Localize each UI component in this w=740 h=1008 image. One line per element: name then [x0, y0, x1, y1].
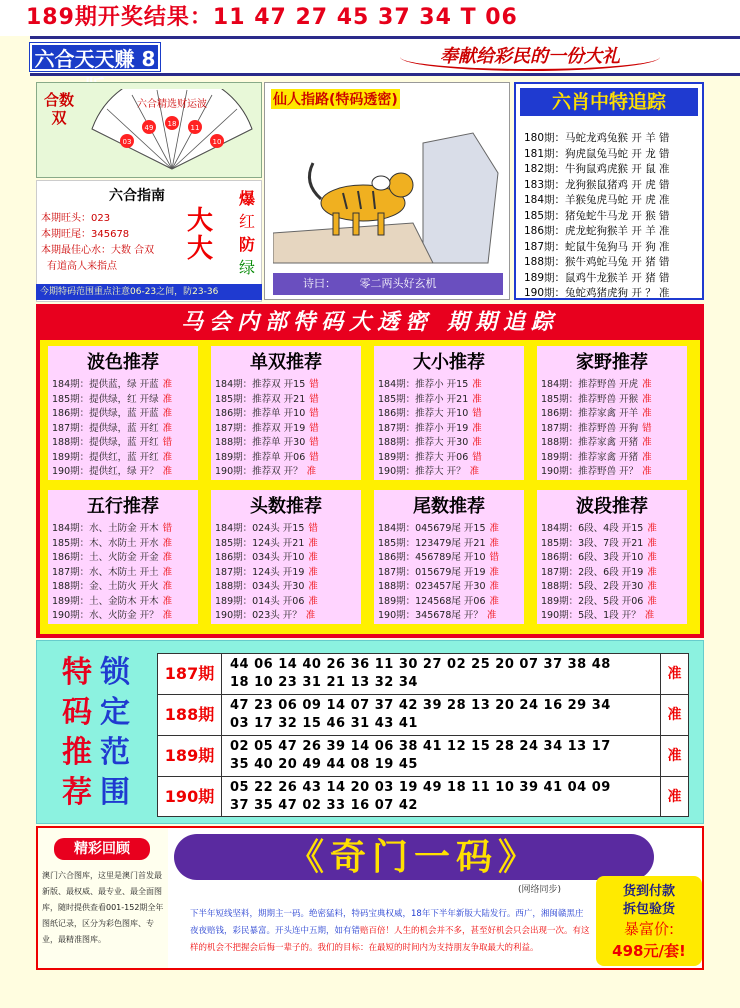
card-row: 187期：推荐小 开19 准: [378, 422, 482, 434]
card-row: 186期：6段、3段 开10 准: [541, 552, 657, 563]
card-row: 189期：土、金防木 开木 准: [52, 595, 173, 607]
issue-label: 187期: [158, 654, 222, 694]
brand-badge: 六合天天赚 8: [30, 43, 160, 71]
number-list: 47 23 06 09 14 07 37 42 39 28 13 20 24 16 29 34 03 17 32 15 46 31 43 41: [230, 698, 611, 731]
zhinan-side: [235, 187, 259, 279]
card-row: 189期：014头 开06 准: [215, 595, 318, 607]
xianren-panel: [264, 82, 510, 300]
number-row: [158, 695, 688, 736]
side-char: 防: [238, 235, 255, 254]
card-row: 188期：金、土防火 开火 准: [52, 581, 173, 592]
zhinan-line: 本期旺头：023: [41, 213, 111, 224]
offer-line: 暴富价:: [623, 920, 675, 938]
card-row: 189期：2段、5段 开06 准: [541, 595, 657, 607]
six-row: 181期：狗虎鼠兔马蛇 开 龙 错: [524, 147, 670, 160]
card-row: 188期：推荐家禽 开猪 准: [541, 437, 652, 448]
card-row: 190期：推荐野兽 开？ 准: [541, 466, 652, 477]
card-row: 190期：水、火防金 开？ 准: [52, 610, 173, 621]
special-code-block: [36, 304, 704, 638]
card-row: 185期：提供绿，红 开绿 准: [52, 393, 173, 405]
result-mark: 准: [660, 695, 688, 735]
recommend-card: [211, 490, 361, 624]
slogan: 奉献给彩民的一份大礼: [400, 43, 660, 71]
recommend-card: [211, 346, 361, 480]
card-row: 188期：提供绿，蓝 开红 错: [52, 437, 173, 448]
tm-right-col: 锁 定 范 围: [100, 655, 130, 810]
special-code-title: 马会内部特码大透密 期期追踪: [181, 309, 559, 335]
card-row: 186期：提供绿，蓝 开蓝 准: [52, 408, 173, 419]
card-row: 186期：土、火防金 开金 准: [52, 552, 173, 563]
number-row: [158, 736, 688, 777]
card-row: 187期：015679尾 开19 准: [378, 566, 500, 578]
offer-badge: [596, 876, 702, 966]
hedan-label: 合数双: [43, 91, 74, 127]
result-mark: 准: [660, 777, 688, 817]
card-title: 波色推荐: [87, 352, 159, 373]
zhinan-big: 大大: [187, 206, 214, 264]
card-row: 187期：2段、6段 开19 准: [541, 566, 657, 578]
number-list: 05 22 26 43 14 20 03 19 49 18 11 10 39 41 04 09 37 35 47 02 33 16 07 42: [230, 780, 611, 813]
card-row: 186期：456789尾 开10 错: [378, 552, 500, 563]
six-row: 185期：猪兔蛇牛马龙 开 猴 错: [524, 209, 670, 222]
side-char: 红: [238, 212, 255, 231]
card-row: 187期：提供绿，蓝 开红 准: [52, 422, 173, 434]
card-row: 188期：023457尾 开30 准: [378, 581, 500, 592]
fan-ball: 10: [212, 138, 222, 146]
card-row: 189期：推荐大 开06 错: [378, 451, 482, 463]
number-list: 44 06 14 40 26 36 11 30 27 02 25 20 07 37 38 48 18 10 23 31 21 13 32 34: [230, 657, 611, 690]
card-row: 185期：推荐野兽 开猴 准: [541, 393, 652, 405]
recommend-card: [374, 346, 524, 480]
promo-text: [190, 906, 590, 957]
card-row: 184期：提供蓝，绿 开蓝 准: [52, 379, 173, 390]
poem-label: 诗曰：: [303, 277, 336, 290]
six-row: 183期：龙狗猴鼠猪鸡 开 虎 错: [524, 178, 670, 191]
card-title: 波段推荐: [576, 496, 648, 517]
six-zodiac-panel: [514, 82, 704, 300]
qimen-banner: 《奇门一码》: [174, 834, 654, 880]
fan-icon: [87, 89, 257, 173]
card-row: 187期：水、木防土 开土 准: [52, 566, 173, 578]
review-text: 澳门六合图库，这里是澳门首发最新版、最权威、最专业、最全面图库，随时提供查看001-152期全年图纸记录，区分为彩色图库、专业，最精准图库。: [42, 871, 164, 944]
card-title: 单双推荐: [250, 352, 322, 373]
card-row: 186期：034头 开10 准: [215, 552, 318, 563]
card-row: 187期：推荐双 开19 错: [215, 422, 319, 434]
card-row: 188期：034头 开30 准: [215, 581, 318, 592]
network-sync: (网络同步): [518, 885, 562, 895]
fan-panel: [36, 82, 262, 178]
zhinan-line: 有道高人来指点: [47, 261, 117, 272]
issue-label: 188期: [158, 695, 222, 735]
six-row: 187期：蛇鼠牛兔狗马 开 狗 准: [524, 240, 670, 253]
card-title: 尾数推荐: [413, 496, 485, 517]
promo-p1: 下半年短线坚料，期期主一码。绝密猛料，特码宝典权威，18年下半年新版大陆发行。西广，湘闽赣黑庄夜夜赔钱，彩民暴富。开头连中五期，如有错: [190, 909, 584, 936]
card-row: 190期：345678尾 开？ 准: [378, 610, 497, 621]
zhinan-line: 本期旺尾：345678: [41, 229, 130, 240]
card-row: 184期：水、土防金 开木 错: [52, 523, 173, 534]
card-row: 184期：6段、4段 开15 准: [541, 523, 657, 534]
card-row: 186期：推荐家禽 开羊 准: [541, 408, 652, 419]
fan-title: 六合精选财运波: [137, 99, 207, 110]
card-row: 185期：木、水防土 开水 准: [52, 537, 173, 549]
review-title: 精彩回顾: [54, 838, 150, 860]
card-row: 189期：推荐单 开06 错: [215, 451, 319, 463]
card-grid: [40, 340, 700, 634]
headline-result: 189期开奖结果：11 47 27 45 37 34 T 06: [0, 0, 740, 36]
six-row: 184期：羊猴兔虎马蛇 开 虎 准: [524, 194, 670, 206]
result-mark: 准: [660, 736, 688, 776]
recommend-card: [537, 346, 687, 480]
card-row: 187期：124头 开19 准: [215, 566, 318, 578]
card-row: 190期：023头 开？ 准: [215, 610, 316, 621]
card-row: 185期：124头 开21 准: [215, 537, 318, 549]
zhinan-title: 六合指南: [109, 188, 165, 204]
xianren-title: 仙人指路(特码透密): [271, 89, 400, 109]
number-block: [36, 640, 704, 824]
side-char: 绿: [238, 258, 255, 277]
card-row: 184期：推荐双 开15 错: [215, 379, 319, 390]
card-row: 188期：推荐单 开30 错: [215, 437, 319, 448]
issue-label: 190期: [158, 777, 222, 817]
recommend-card: [537, 490, 687, 624]
result-mark: 准: [660, 654, 688, 694]
card-row: 188期：5段、2段 开30 准: [541, 581, 657, 592]
side-char: 爆: [238, 189, 255, 208]
card-row: 185期：3段、7段 开21 准: [541, 537, 657, 549]
card-row: 185期：推荐小 开21 准: [378, 393, 482, 405]
card-title: 五行推荐: [87, 496, 159, 517]
card-row: 189期：推荐家禽 开猪 准: [541, 451, 652, 463]
recommend-card: [374, 490, 524, 624]
offer-line: 货到付款: [622, 884, 675, 899]
recommend-card: [48, 490, 198, 624]
bottom-block: [36, 826, 704, 970]
issue-label: 189期: [158, 736, 222, 776]
card-row: 190期：推荐大 开？ 准: [378, 466, 480, 477]
card-row: 185期：推荐双 开21 错: [215, 393, 319, 405]
number-row: [158, 777, 688, 818]
card-row: 184期：推荐野兽 开虎 准: [541, 379, 652, 390]
card-row: 186期：推荐单 开10 错: [215, 408, 319, 419]
fan-ball: 11: [190, 124, 200, 132]
card-row: 185期：123479尾 开21 准: [378, 537, 500, 549]
top-bar: [30, 36, 740, 76]
number-table: [157, 653, 689, 817]
card-row: 184期：045679尾 开15 准: [378, 523, 500, 534]
card-row: 190期：5段、1段 开？ 准: [541, 610, 655, 621]
card-row: 187期：推荐野兽 开狗 错: [541, 422, 652, 434]
tiger-image: [273, 113, 503, 269]
offer-price: 498元/套!: [612, 942, 686, 960]
six-row: 189期：鼠鸡牛龙猴羊 开 猪 错: [524, 271, 670, 284]
card-row: 184期：024头 开15 错: [215, 523, 318, 534]
six-row: 188期：猴牛鸡蛇马兔 开 猪 错: [524, 256, 670, 268]
fan-ball: 49: [144, 124, 154, 132]
card-title: 大小推荐: [413, 352, 485, 373]
card-row: 190期：推荐双 开？ 准: [215, 466, 317, 477]
fan-ball: 03: [122, 138, 132, 146]
poem-text: 零二两头好玄机: [359, 277, 437, 290]
fan-ball: 18: [167, 120, 177, 128]
poem-bar: [273, 273, 503, 295]
card-row: 188期：推荐大 开30 准: [378, 437, 482, 448]
six-title: 六肖中特追踪: [520, 88, 698, 116]
recommend-card: [48, 346, 198, 480]
number-list: 02 05 47 26 39 14 06 38 41 12 15 28 24 34 13 17 35 40 20 49 44 08 19 45: [230, 739, 611, 772]
six-row: 190期：兔蛇鸡猪虎狗 开 ？ 准: [524, 287, 670, 299]
tm-left-col: 特 码 推 荐: [62, 655, 92, 810]
card-title: 头数推荐: [250, 496, 322, 517]
offer-line: 拆包验货: [622, 902, 675, 917]
card-row: 186期：推荐大 开10 错: [378, 408, 482, 419]
card-title: 家野推荐: [576, 352, 648, 373]
six-row: 186期：虎龙蛇狗猴羊 开 羊 准: [524, 225, 670, 237]
number-row: [158, 654, 688, 695]
promo-p2: 赔百倍！人生的机会并不多，甚至好机会只会出现一次。有这样的机会不把握会后悔一辈子的。我们的目标：在最短的时间内为支持朋友争取最大的利益。: [190, 926, 590, 953]
card-row: 184期：推荐小 开15 准: [378, 379, 482, 390]
tm-vertical: [59, 653, 129, 821]
special-range-bar: 今期特码范围重点注意06-23之间，防23-36: [36, 284, 262, 300]
card-row: 189期：提供红，蓝 开红 准: [52, 451, 173, 463]
zhinan-line: 本期最佳心水：大数 合双: [41, 245, 155, 256]
six-row: 182期：牛狗鼠鸡虎猴 开 鼠 准: [524, 163, 670, 175]
six-row: 180期：马蛇龙鸡兔猴 开 羊 错: [524, 132, 670, 144]
review-panel: [38, 828, 168, 968]
card-row: 189期：124568尾 开06 准: [378, 595, 500, 607]
card-row: 190期：提供红，绿 开？ 准: [52, 466, 173, 477]
